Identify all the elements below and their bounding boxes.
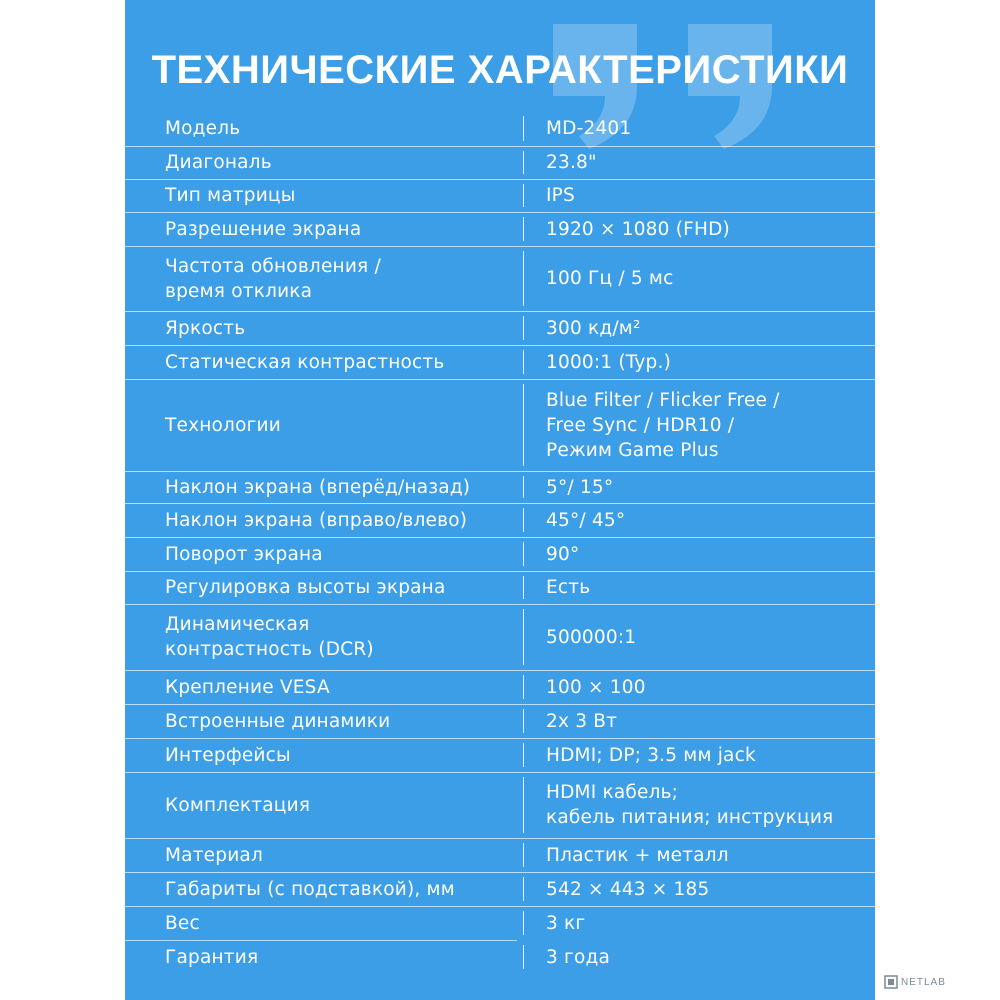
spec-value: 300 кд/м² [546,317,641,339]
spec-row [125,212,875,246]
spec-row [125,246,875,311]
spec-label: Динамическая контрастность (DCR) [165,614,374,660]
column-divider [523,576,524,599]
column-divider [523,151,524,174]
spec-row [125,311,875,345]
spec-value: 45°/ 45° [546,509,626,531]
spec-table [125,0,875,1000]
column-divider [523,384,524,466]
spec-row [125,872,875,906]
spec-label: Технологии [165,414,281,436]
spec-value: 1920 × 1080 (FHD) [546,218,730,240]
column-divider [523,116,524,141]
spec-row [125,471,875,503]
spec-row [125,179,875,212]
column-divider [523,316,524,340]
spec-row [125,670,875,704]
column-divider [523,217,524,241]
spec-row [125,738,875,772]
column-divider [523,542,524,566]
spec-value: Есть [546,577,591,598]
column-divider [523,476,524,498]
spec-label: Гарантия [165,946,259,968]
spec-value: 2х 3 Вт [546,710,618,732]
spec-label: Поворот экрана [165,543,323,565]
spec-value: HDMI кабель; кабель питания; инструкция [546,782,834,828]
spec-row [125,503,875,537]
spec-value: 542 × 443 × 185 [546,878,710,900]
column-divider [523,877,524,901]
spec-label: Частота обновления / время отклика [165,255,381,302]
netlab-logo [884,972,946,992]
spec-value: 100 × 100 [546,676,646,698]
spec-label: Тип матрицы [165,185,296,206]
spec-label: Диагональ [165,152,272,173]
spec-value: Blue Filter / Flicker Free / Free Sync / HDR10 / Режим Game Plus [546,389,780,461]
column-divider [523,911,524,935]
spec-value: 5°/ 15° [546,476,614,498]
spec-row [125,111,875,146]
logo-text: NETLAB [901,976,946,988]
column-divider [523,184,524,207]
spec-value: 23.8" [546,152,597,173]
spec-label: Вес [165,912,200,934]
spec-row [125,379,875,471]
column-divider [523,350,524,374]
spec-label: Статическая контрастность [165,351,445,373]
spec-row [125,537,875,571]
spec-value: 500000:1 [546,626,637,648]
spec-value: 1000:1 (Typ.) [546,351,671,373]
spec-value: 3 кг [546,912,586,934]
netlab-logo-icon [884,975,898,989]
spec-label: Интерфейсы [165,744,291,766]
spec-label: Яркость [165,317,246,339]
spec-row [125,772,875,838]
spec-row [125,906,875,940]
spec-label: Материал [165,844,263,866]
spec-row [125,345,875,379]
spec-sheet [125,0,875,1000]
column-divider [523,251,524,306]
spec-label: Габариты (с подставкой), мм [165,878,455,900]
spec-row [125,838,875,872]
spec-label: Крепление VESA [165,676,330,698]
column-divider [523,609,524,665]
column-divider [523,709,524,733]
spec-label: Разрешение экрана [165,218,362,240]
column-divider [523,675,524,699]
spec-row [125,146,875,179]
spec-label: Наклон экрана (вправо/влево) [165,509,468,531]
column-divider [523,743,524,767]
spec-value: Пластик + металл [546,844,729,866]
spec-label: Регулировка высоты экрана [165,577,446,598]
spec-row [125,604,875,670]
spec-value: IPS [546,185,575,206]
spec-value: MD-2401 [546,118,632,139]
spec-row [125,571,875,604]
spec-row [125,704,875,738]
column-divider [523,777,524,833]
column-divider [523,945,524,969]
column-divider [523,508,524,532]
spec-row [125,940,875,974]
column-divider [523,843,524,867]
spec-value: 90° [546,543,580,565]
spec-label: Наклон экрана (вперёд/назад) [165,476,471,498]
spec-label: Комплектация [165,794,311,816]
page-title: ТЕХНИЧЕСКИЕ ХАРАКТЕРИСТИКИ [151,48,849,92]
spec-value: HDMI; DP; 3.5 мм jack [546,744,756,766]
spec-value: 3 года [546,946,611,968]
spec-value: 100 Гц / 5 мс [546,268,674,289]
spec-label: Модель [165,118,241,139]
spec-label: Встроенные динамики [165,710,391,732]
